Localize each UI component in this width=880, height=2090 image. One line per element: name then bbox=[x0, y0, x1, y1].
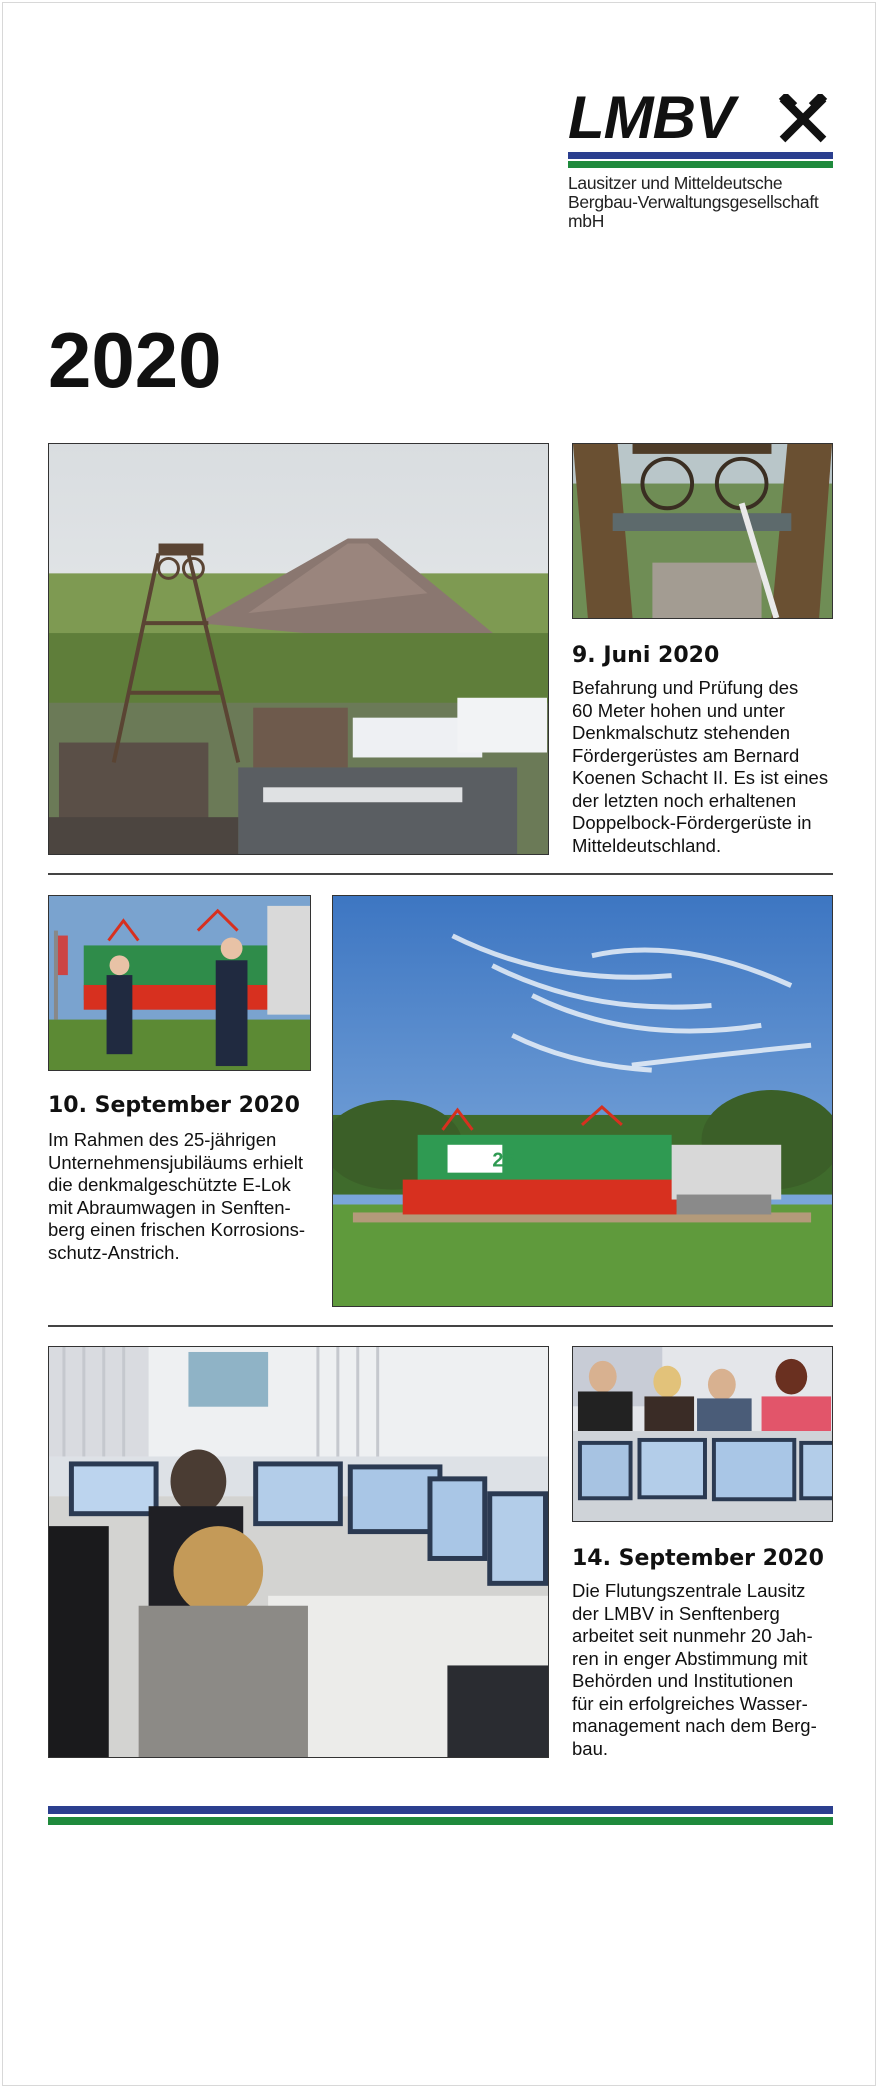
entry-2-line: schutz-Anstrich. bbox=[48, 1241, 180, 1263]
entry-3-line: bau. bbox=[572, 1737, 609, 1759]
entry-1-line: Denkmalschutz stehenden bbox=[572, 722, 791, 743]
entry-3-line: für ein erfolgreiches Wasser- bbox=[572, 1692, 808, 1714]
photo-team-at-screens bbox=[572, 1346, 833, 1522]
logo-blue-stripe bbox=[568, 152, 833, 159]
entry-3-line: ren in enger Abstimmung mit bbox=[572, 1647, 808, 1669]
entry-2-text bbox=[48, 1129, 318, 1264]
footer-blue-stripe bbox=[48, 1806, 833, 1814]
entry-3-line: management nach dem Berg- bbox=[572, 1715, 817, 1736]
entry-1-text bbox=[572, 677, 834, 857]
entry-3-line: Die Flutungszentrale Lausitz bbox=[572, 1580, 806, 1601]
entry-2-line: mit Abraumwagen in Senften- bbox=[48, 1196, 291, 1218]
entry-1-line: Fördergerüstes am Bernard bbox=[572, 744, 800, 766]
entry-1-date: 9. Juni 2020 bbox=[572, 643, 720, 668]
photo-headframe-inspection bbox=[572, 443, 833, 619]
year-heading: 2020 bbox=[48, 316, 222, 404]
logo-wordmark: LMBV bbox=[568, 84, 734, 151]
footer-stripes bbox=[48, 1806, 833, 1825]
entry-3-date: 14. September 2020 bbox=[572, 1546, 824, 1571]
photo-loco-people bbox=[48, 895, 311, 1071]
section-divider-2 bbox=[48, 1325, 833, 1327]
entry-3-line: arbeitet seit nunmehr 20 Jah- bbox=[572, 1625, 813, 1646]
entry-3-line: Behörden und Institutionen bbox=[572, 1670, 794, 1691]
entry-2-line: Im Rahmen des 25-jährigen bbox=[48, 1129, 277, 1150]
loco-badge-number: 25 bbox=[492, 1149, 515, 1172]
entry-1-line: der letzten noch erhaltenen bbox=[572, 789, 797, 811]
section-divider-1 bbox=[48, 873, 833, 875]
photo-headframe-landscape bbox=[48, 443, 549, 855]
lmbv-logo bbox=[568, 84, 833, 231]
hammer-and-pick-icon bbox=[778, 94, 828, 144]
photo-control-room bbox=[48, 1346, 549, 1758]
footer-green-stripe bbox=[48, 1817, 833, 1825]
logo-green-stripe bbox=[568, 161, 833, 168]
entry-2-line: Unternehmensjubiläums erhielt bbox=[48, 1151, 304, 1173]
entry-2-line: die denkmalgeschützte E-Lok bbox=[48, 1174, 291, 1195]
entry-1-line: Mitteldeutschland. bbox=[572, 834, 722, 856]
entry-2-date: 10. September 2020 bbox=[48, 1093, 300, 1118]
entry-1-line: Befahrung und Prüfung des bbox=[572, 677, 799, 698]
entry-3-line: der LMBV in Senftenberg bbox=[572, 1602, 780, 1624]
entry-2-line: berg einen frischen Korrosions- bbox=[48, 1219, 306, 1240]
entry-1-line: 60 Meter hohen und unter bbox=[572, 699, 785, 721]
entry-3-text bbox=[572, 1580, 834, 1760]
entry-1-line: Koenen Schacht II. Es ist eines bbox=[572, 767, 829, 788]
logo-subtitle-line1: Lausitzer und Mitteldeutsche bbox=[568, 173, 783, 193]
entry-1-line: Doppelbock-Fördergerüste in bbox=[572, 812, 812, 833]
photo-loco-sky bbox=[332, 895, 833, 1307]
logo-subtitle-line2: Bergbau-Verwaltungsgesellschaft mbH bbox=[568, 192, 819, 231]
